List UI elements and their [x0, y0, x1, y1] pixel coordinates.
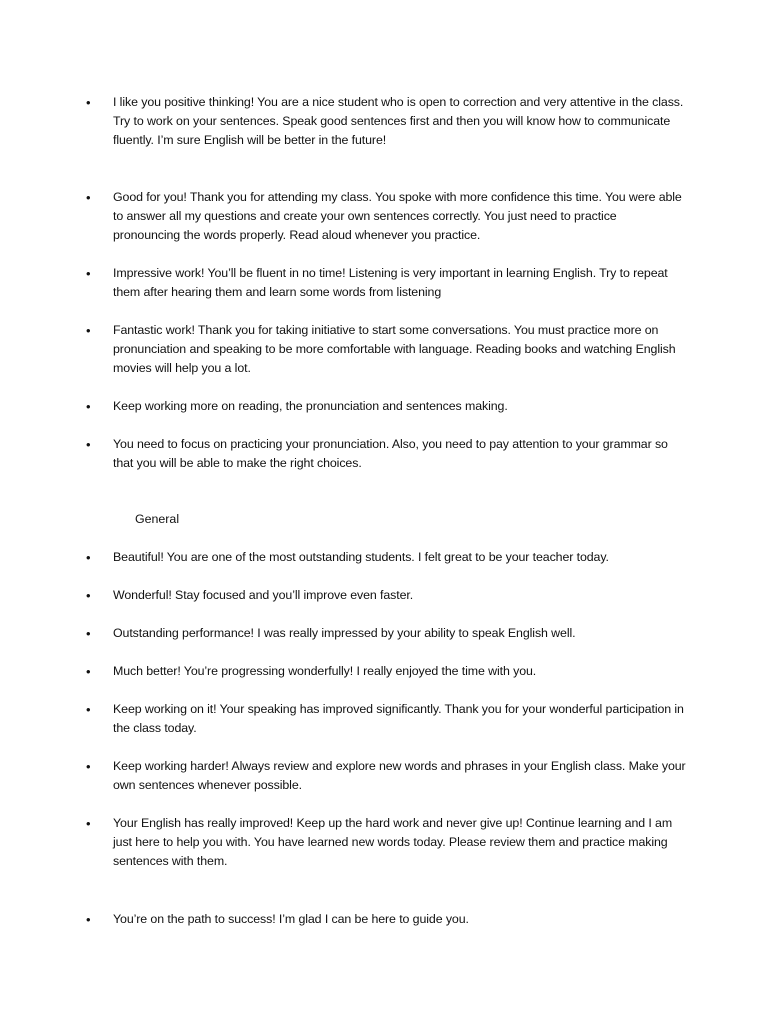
- feedback-text: I like you positive thinking! You are a nice student who is open to correction and very attentive in the class. Try to work on your sentences. Speak good sentences first and then you will know how to communicate fluently. I’m sure English will be better in the future!: [113, 95, 684, 147]
- feedback-item: [86, 624, 686, 643]
- feedback-text: Your English has really improved! Keep up the hard work and never give up! Continue learning and I am just here to help you with. You have learned new words today. Please review them and practice making sentences with them.: [113, 816, 673, 868]
- bullet-icon: •: [86, 912, 91, 927]
- feedback-item: [86, 188, 686, 245]
- feedback-text: Keep working harder! Always review and explore new words and phrases in your English class. Make your own sentences whenever possible.: [113, 759, 686, 792]
- feedback-item: [86, 700, 686, 738]
- bullet-icon: •: [86, 664, 91, 679]
- section-heading: General: [135, 512, 180, 526]
- bullet-icon: •: [86, 399, 91, 414]
- feedback-text: Keep working more on reading, the pronunciation and sentences making.: [113, 399, 508, 413]
- bullet-icon: •: [86, 437, 91, 452]
- bullet-icon: •: [86, 588, 91, 603]
- bullet-icon: •: [86, 759, 91, 774]
- feedback-item: [86, 586, 686, 605]
- feedback-item: [86, 662, 686, 681]
- feedback-text: Keep working on it! Your speaking has improved significantly. Thank you for your wonderful participation in the class today.: [113, 702, 684, 735]
- feedback-item: [86, 435, 686, 473]
- bullet-icon: •: [86, 323, 91, 338]
- bullet-icon: •: [86, 95, 91, 110]
- feedback-text: Good for you! Thank you for attending my class. You spoke with more confidence this time. You were able to answer all my questions and create your own sentences correctly. You just need to practice pronouncing the words properly. Read aloud whenever you practice.: [113, 190, 682, 242]
- bullet-icon: •: [86, 816, 91, 831]
- feedback-item: [86, 264, 686, 302]
- feedback-text: Much better! You’re progressing wonderfully! I really enjoyed the time with you.: [113, 664, 537, 678]
- feedback-text: You’re on the path to success! I’m glad I can be here to guide you.: [113, 912, 469, 926]
- feedback-text: Fantastic work! Thank you for taking initiative to start some conversations. You must practice more on pronunciation and speaking to be more comfortable with language. Reading books and watching English movies will help you a lot.: [113, 323, 676, 375]
- bullet-icon: •: [86, 266, 91, 281]
- feedback-item: [86, 321, 686, 378]
- bullet-icon: •: [86, 190, 91, 205]
- feedback-item: [86, 757, 686, 795]
- bullet-icon: •: [86, 550, 91, 565]
- bullet-icon: •: [86, 626, 91, 641]
- feedback-text: You need to focus on practicing your pronunciation. Also, you need to pay attention to your grammar so that you will be able to make the right choices.: [113, 437, 668, 470]
- feedback-text: Wonderful! Stay focused and you’ll improve even faster.: [113, 588, 414, 602]
- feedback-item: [86, 93, 686, 150]
- feedback-text: Beautiful! You are one of the most outstanding students. I felt great to be your teacher today.: [113, 550, 609, 564]
- feedback-item: [86, 548, 686, 567]
- feedback-item: [86, 397, 686, 416]
- feedback-text: Outstanding performance! I was really impressed by your ability to speak English well.: [113, 626, 576, 640]
- bullet-icon: •: [86, 702, 91, 717]
- feedback-text: Impressive work! You’ll be fluent in no time! Listening is very important in learning English. Try to repeat them after hearing them and learn some words from listening: [113, 266, 668, 299]
- feedback-item: [86, 814, 686, 871]
- feedback-item: [86, 910, 686, 929]
